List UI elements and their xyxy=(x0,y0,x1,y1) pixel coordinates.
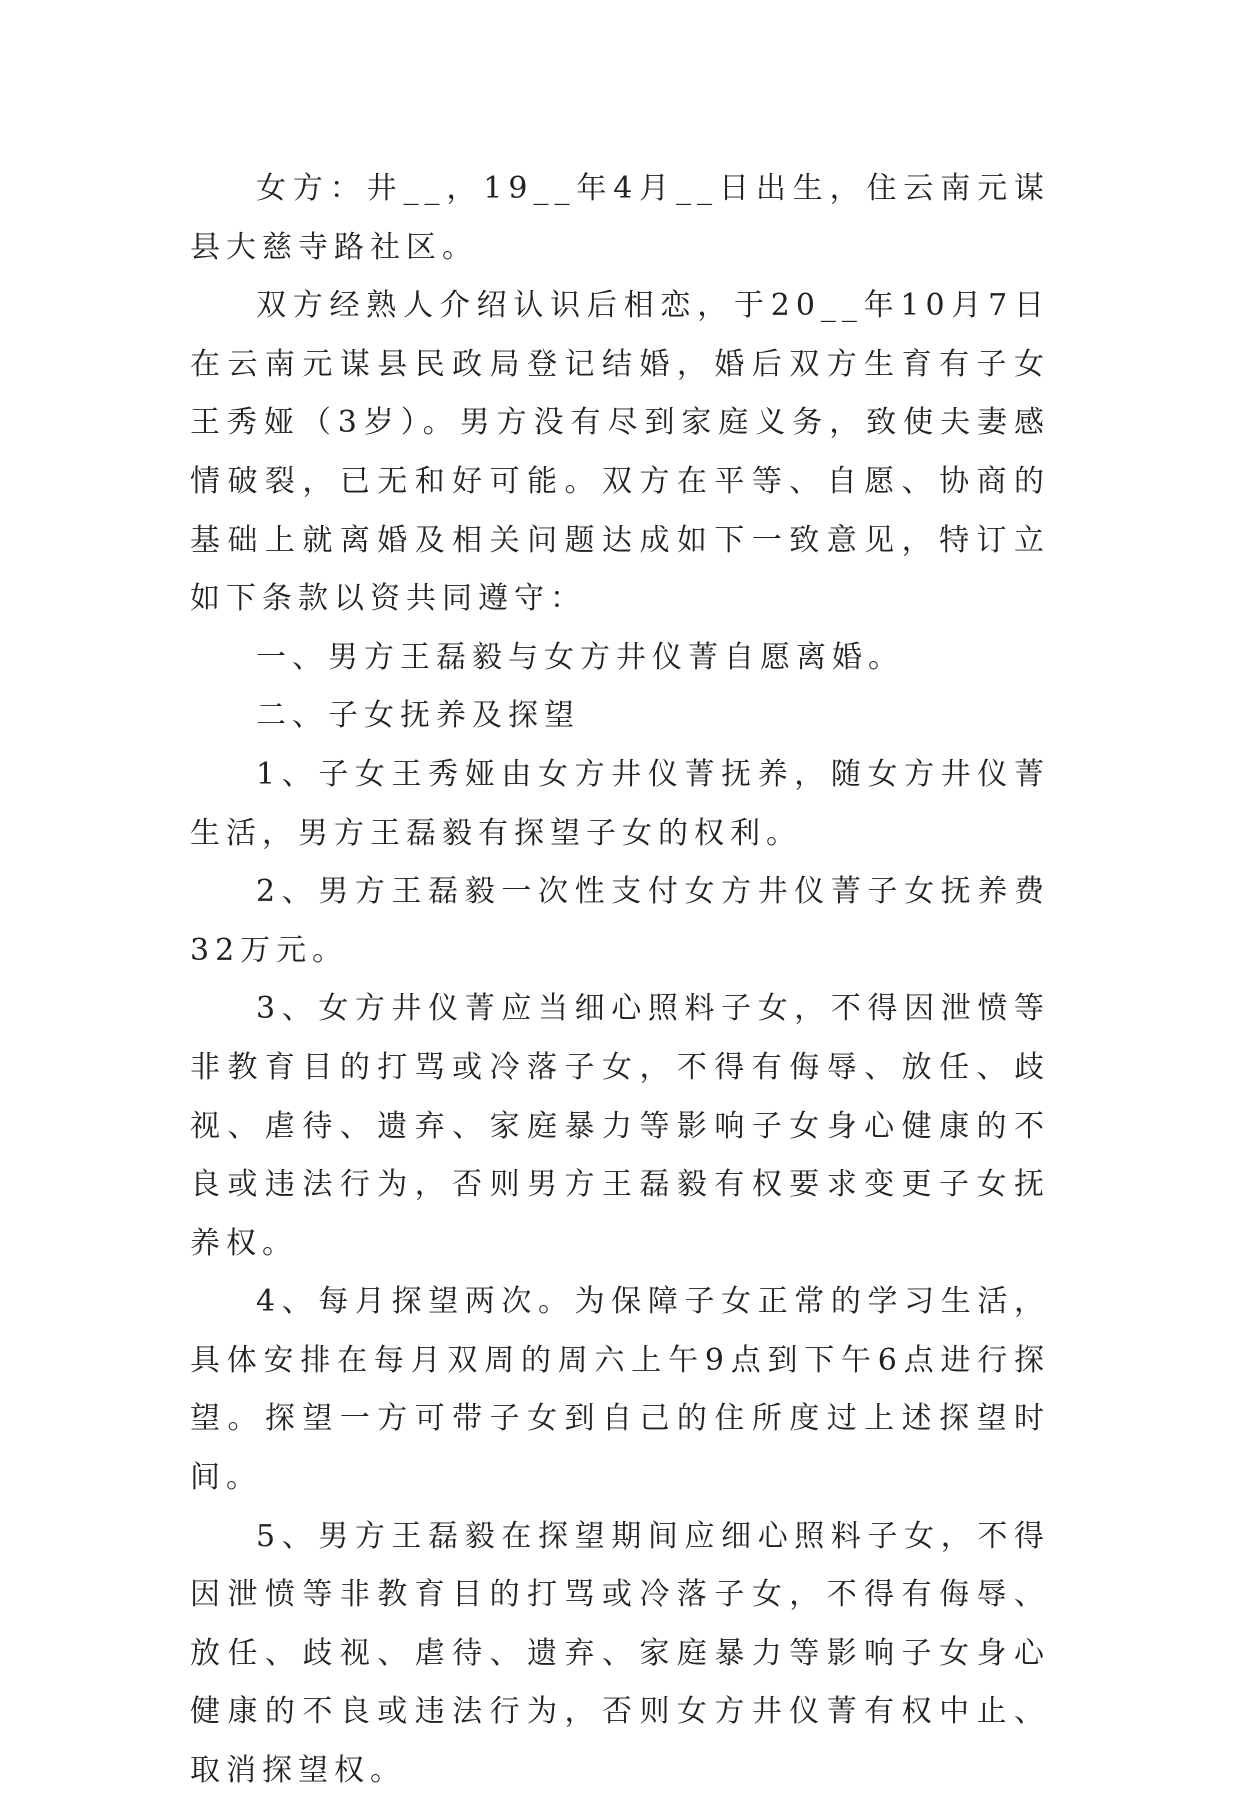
paragraph-clause-2-item-3: 3、女方井仪菁应当细心照料子女，不得因泄愤等非教育目的打骂或冷落子女，不得有侮辱、放任、歧视、虐待、遗弃、家庭暴力等影响子女身心健康的不良或违法行为，否则男方王磊毅有权要求变更子女抚养权。 xyxy=(190,991,1050,1261)
paragraph-clause-2-item-5: 5、男方王磊毅在探望期间应细心照料子女，不得因泄愤等非教育目的打骂或冷落子女，不得有侮辱、放任、歧视、虐待、遗弃、家庭暴力等影响子女身心健康的不良或违法行为，否则女方井仪菁有权中止、取消探望权。 xyxy=(190,1518,1050,1789)
paragraph-clause-1-divorce: 一、男方王磊毅与女方井仪菁自愿离婚。 xyxy=(256,639,904,675)
document-body xyxy=(190,160,1050,1801)
paragraph-clause-2-heading: 二、子女抚养及探望 xyxy=(256,698,580,734)
paragraph-clause-2-item-4: 4、每月探望两次。为保障子女正常的学习生活，具体安排在每月双周的周六上午9点到下午6点进行探望。探望一方可带子女到自己的住所度过上述探望时间。 xyxy=(190,1284,1050,1496)
paragraph-female-party-info: 女方：井__，19__年4月__日出生，住云南元谋县大慈寺路社区。 xyxy=(190,171,1050,265)
paragraph-clause-2-item-2: 2、男方王磊毅一次性支付女方井仪菁子女抚养费32万元。 xyxy=(190,874,1050,968)
paragraph-background: 双方经熟人介绍认识后相恋，于20__年10月7日在云南元谋县民政局登记结婚，婚后双方生育有子女王秀娅（3岁）。男方没有尽到家庭义务，致使夫妻感情破裂，已无和好可能。双方在平等、自愿、协商的基础上就离婚及相关问题达成如下一致意见，特订立如下条款以资共同遵守： xyxy=(190,288,1050,617)
paragraph-clause-2-item-1: 1、子女王秀娅由女方井仪菁抚养，随女方井仪菁生活，男方王磊毅有探望子女的权利。 xyxy=(190,756,1050,851)
